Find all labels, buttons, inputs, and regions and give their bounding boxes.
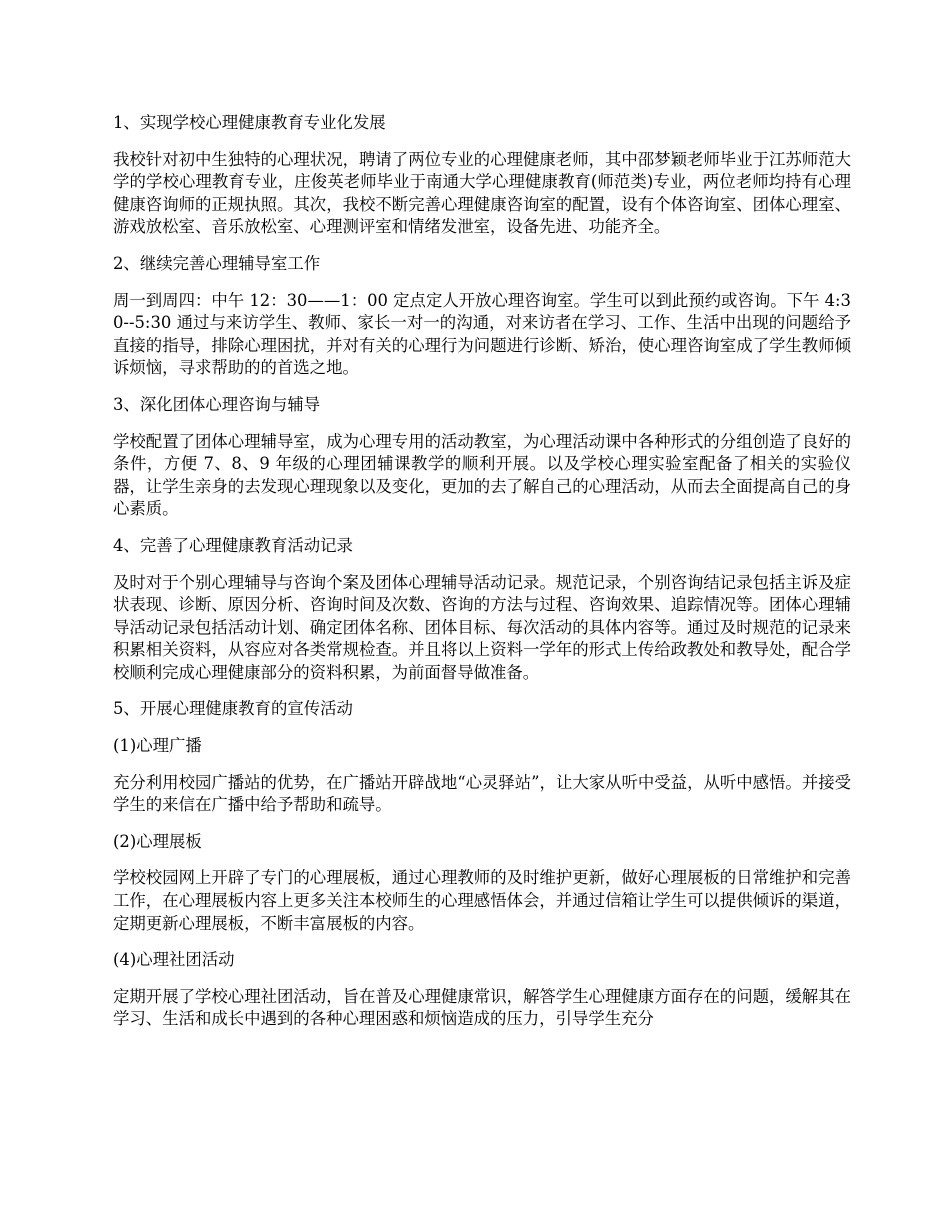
section-heading-3: 3、深化团体心理咨询与辅导	[113, 394, 321, 414]
body-paragraph: 定期开展了学校心理社团活动，旨在普及心理健康常识，解答学生心理健康方面存在的问题，缓解其在学习、生活和成长中遇到的各种心理困惑和烦恼造成的压力，引导学生充分	[113, 986, 851, 1029]
section-heading-1: 1、实现学校心理健康教育专业化发展	[113, 113, 386, 132]
subsection-heading-display-board: (2)心理展板	[113, 831, 202, 851]
body-paragraph: 及时对于个别心理辅导与咨询个案及团体心理辅导活动记录。规范记录，个别咨询结记录包括主诉及症状表现、诊断、原因分析、咨询时间及次数、咨询的方法与过程、咨询效果、追踪情况等。团体心理辅导活动记录包括活动计划、确定团体名称、团体目标、每次活动的具体内容等。通过及时规范的记录来积累相关资料，从容应对各类常规检查。并且将以上资料一学年的形式上传给政教处和教导处，配合学校顺利完成心理健康部分的资料积累，为前面督导做准备。	[113, 572, 851, 682]
section-heading-2: 2、继续完善心理辅导室工作	[113, 253, 321, 273]
body-paragraph: 学校校园网上开辟了专门的心理展板，通过心理教师的及时维护更新，做好心理展板的日常维护和完善工作，在心理展板内容上更多关注本校师生的心理感悟体会，并通过信箱让学生可以提供倾诉的渠道，定期更新心理展板，不断丰富展板的内容。	[113, 868, 851, 933]
body-paragraph: 我校针对初中生独特的心理状况，聘请了两位专业的心理健康老师，其中邵梦颖老师毕业于江苏师范大学的学校心理教育专业，庄俊英老师毕业于南通大学心理健康教育(师范类)专业，两位老师均持有心理健康咨询师的正规执照。其次，我校不断完善心理健康咨询室的配置，设有个体咨询室、团体心理室、游戏放松室、音乐放松室、心理测评室和情绪发泄室，设备先进、功能齐全。	[113, 149, 851, 237]
document-page	[113, 112, 851, 1045]
body-paragraph: 充分利用校园广播站的优势，在广播站开辟战地“心灵驿站”，让大家从听中受益，从听中感悟。并接受学生的来信在广播中给予帮助和疏导。	[113, 772, 851, 815]
body-paragraph: 周一到周四：中午 12：30——1：00 定点定人开放心理咨询室。学生可以到此预约或咨询。下午 4:30--5:30 通过与来访学生、教师、家长一对一的沟通，对来访者在学习、工作、生活中出现的问题给予直接的指导，排除心理困扰，并对有关的心理行为问题进行诊断、矫治，使心理咨询室成了学生教师倾诉烦恼，寻求帮助的的首选之地。	[113, 290, 851, 378]
subsection-heading-broadcast: (1)心理广播	[113, 736, 202, 756]
subsection-heading-club: (4)心理社团活动	[113, 950, 235, 970]
body-paragraph: 学校配置了团体心理辅导室，成为心理专用的活动教室，为心理活动课中各种形式的分组创造了良好的条件，方便 7、8、9 年级的心理团辅课教学的顺利开展。以及学校心理实验室配备了相关的实验仪器，让学生亲身的去发现心理现象以及变化，更加的去了解自己的心理活动，从而去全面提高自己的身心素质。	[113, 431, 851, 519]
section-heading-5: 5、开展心理健康教育的宣传活动	[113, 699, 353, 719]
section-heading-4: 4、完善了心理健康教育活动记录	[113, 535, 353, 555]
